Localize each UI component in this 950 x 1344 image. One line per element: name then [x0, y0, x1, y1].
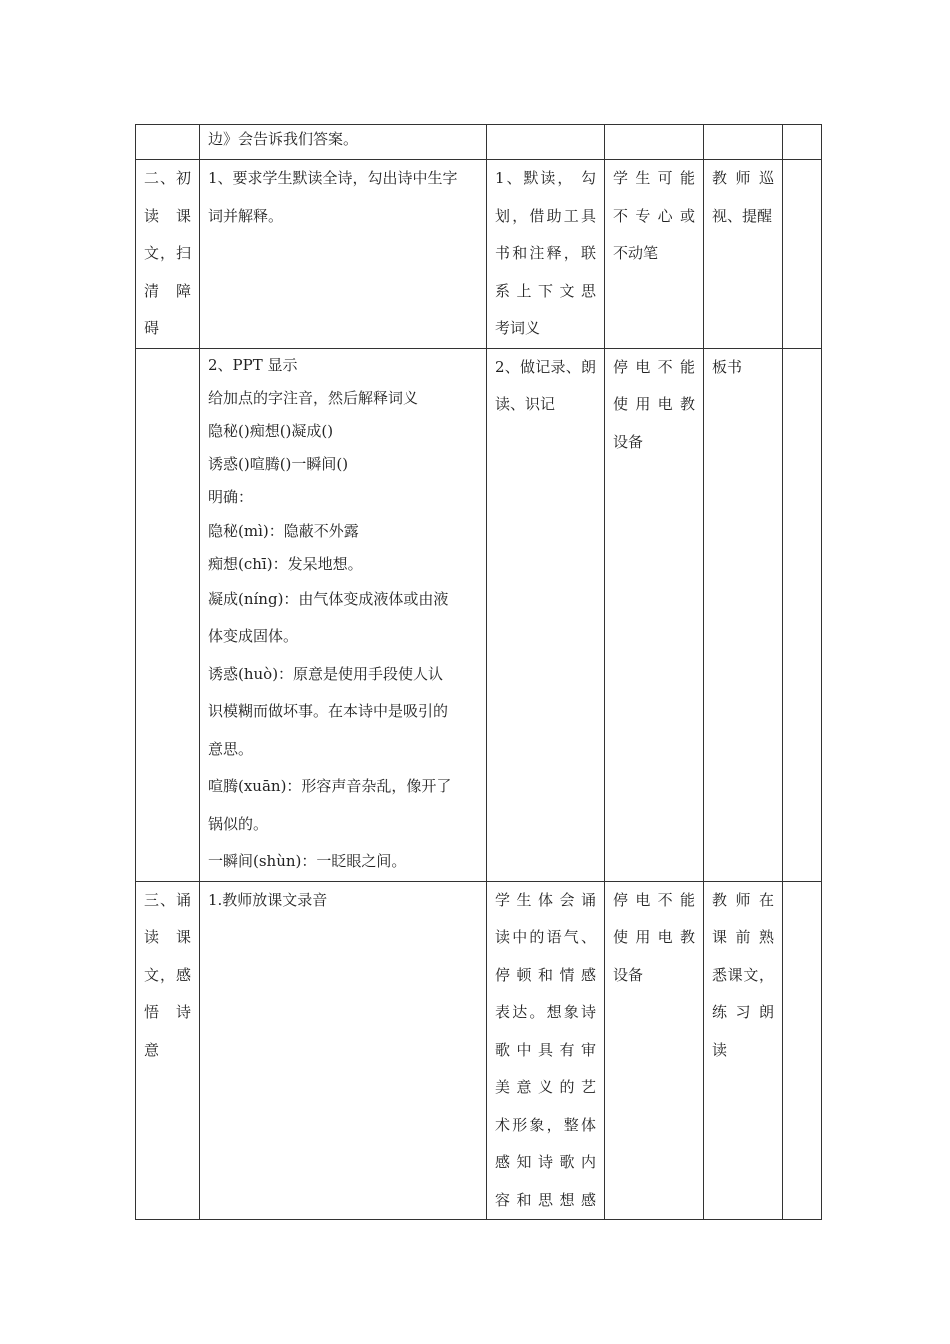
problem-line: 停电不能	[613, 357, 695, 376]
stage-line: 三、诵	[144, 890, 191, 909]
content-line: 锅似的。	[208, 814, 269, 833]
empty-cell	[783, 881, 822, 1220]
empty-cell	[783, 348, 822, 881]
content-line: 喧腾(xuān)：形容声音杂乱，像开了	[208, 777, 452, 796]
stage-cell	[136, 881, 200, 1220]
stage-cell	[136, 160, 200, 349]
solution-line: 悉课文，	[712, 965, 774, 984]
content-line: 凝成(níng)：由气体变成液体或由液	[208, 589, 449, 608]
student-line: 系上下文思	[495, 281, 596, 300]
student-line: 划，借助工具	[495, 206, 596, 225]
table-row	[136, 348, 822, 881]
content-cell	[200, 160, 487, 349]
solution-line: 教师巡	[712, 169, 774, 187]
content-line: 意思。	[208, 739, 254, 758]
content-line: 隐秘(mì)：隐蔽不外露	[208, 521, 359, 540]
student-activity-cell	[487, 160, 605, 349]
content-line: 一瞬间(shùn)：一眨眼之间。	[208, 852, 407, 871]
student-line: 1、默读， 勾	[495, 169, 596, 187]
student-line: 表达。想象诗	[495, 1003, 596, 1022]
stage-line: 碍	[144, 319, 160, 337]
problem-line: 使用电教	[613, 395, 695, 413]
student-line: 美意义的艺	[495, 1078, 596, 1097]
stage-line: 二、初	[144, 169, 191, 187]
problem-line: 不动笔	[613, 244, 659, 262]
empty-cell	[783, 125, 822, 160]
solution-line: 视、提醒	[712, 206, 773, 225]
problem-line: 停电不能	[613, 890, 695, 909]
content-line: 1、要求学生默读全诗，勾出诗中生字	[208, 169, 458, 187]
problem-line: 使用电教	[613, 928, 695, 947]
student-line: 读中的语气、	[495, 928, 596, 947]
content-line: 明确：	[208, 488, 254, 507]
student-activity-cell	[487, 881, 605, 1220]
content-line: 痴想(chī)：发呆地想。	[208, 554, 363, 573]
student-activity-cell	[487, 125, 605, 160]
stage-line: 文，扫	[144, 244, 191, 262]
student-activity-cell	[487, 348, 605, 881]
content-cell	[200, 125, 487, 160]
student-line: 考词义	[495, 319, 541, 337]
problem-line: 不专心或	[613, 206, 695, 225]
content-line: 隐秘()痴想()凝成()	[208, 421, 334, 440]
solution-cell	[704, 125, 783, 160]
stage-line: 悟 诗	[144, 1003, 191, 1022]
lesson-plan-table	[135, 124, 822, 1220]
problem-line: 设备	[613, 965, 644, 984]
solution-line: 练习朗	[712, 1003, 774, 1022]
problem-line: 设备	[613, 432, 644, 451]
content-cell	[200, 881, 487, 1220]
student-line: 歌中具有审	[495, 1040, 596, 1059]
problem-cell	[605, 125, 704, 160]
problem-line: 学生可能	[613, 169, 695, 187]
stage-line: 清 障	[144, 281, 191, 300]
solution-cell	[704, 348, 783, 881]
content-line: 识模糊而做坏事。在本诗中是吸引的	[208, 702, 449, 721]
solution-line: 板书	[712, 357, 743, 376]
content-line: 词并解释。	[208, 206, 284, 225]
table-row	[136, 881, 822, 1220]
problem-cell	[605, 881, 704, 1220]
content-line: 诱惑(huò)：原意是使用手段使人认	[208, 664, 444, 683]
student-line: 停顿和情感	[495, 965, 596, 984]
content-cell	[200, 348, 487, 881]
solution-cell	[704, 881, 783, 1220]
problem-cell	[605, 160, 704, 349]
solution-line: 课前熟	[712, 928, 774, 947]
problem-cell	[605, 348, 704, 881]
stage-line: 读 课	[144, 206, 191, 225]
content-line: 体变成固体。	[208, 627, 299, 646]
content-line: 边》会告诉我们答案。	[208, 130, 359, 148]
stage-cell	[136, 125, 200, 160]
solution-cell	[704, 160, 783, 349]
stage-line: 读 课	[144, 928, 191, 947]
student-line: 学生体会诵	[495, 890, 596, 909]
content-line: 2、PPT 显示	[208, 355, 298, 374]
student-line: 容和思想感	[495, 1190, 596, 1209]
stage-line: 文，感	[144, 965, 191, 984]
student-line: 书和注释，联	[495, 244, 596, 262]
student-line: 2、做记录、朗	[495, 357, 596, 376]
student-line: 读、识记	[495, 395, 556, 413]
solution-line: 教师在	[712, 890, 774, 909]
content-line: 给加点的字注音，然后解释词义	[208, 388, 419, 407]
student-line: 感知诗歌内	[495, 1153, 596, 1172]
solution-line: 读	[712, 1040, 728, 1059]
table-row	[136, 160, 822, 349]
student-line: 术形象，整体	[495, 1115, 596, 1134]
stage-cell	[136, 348, 200, 881]
content-line: 1.教师放课文录音	[208, 890, 328, 909]
table-row	[136, 125, 822, 160]
stage-line: 意	[144, 1040, 160, 1059]
empty-cell	[783, 160, 822, 349]
content-line: 诱惑()喧腾()一瞬间()	[208, 455, 349, 474]
